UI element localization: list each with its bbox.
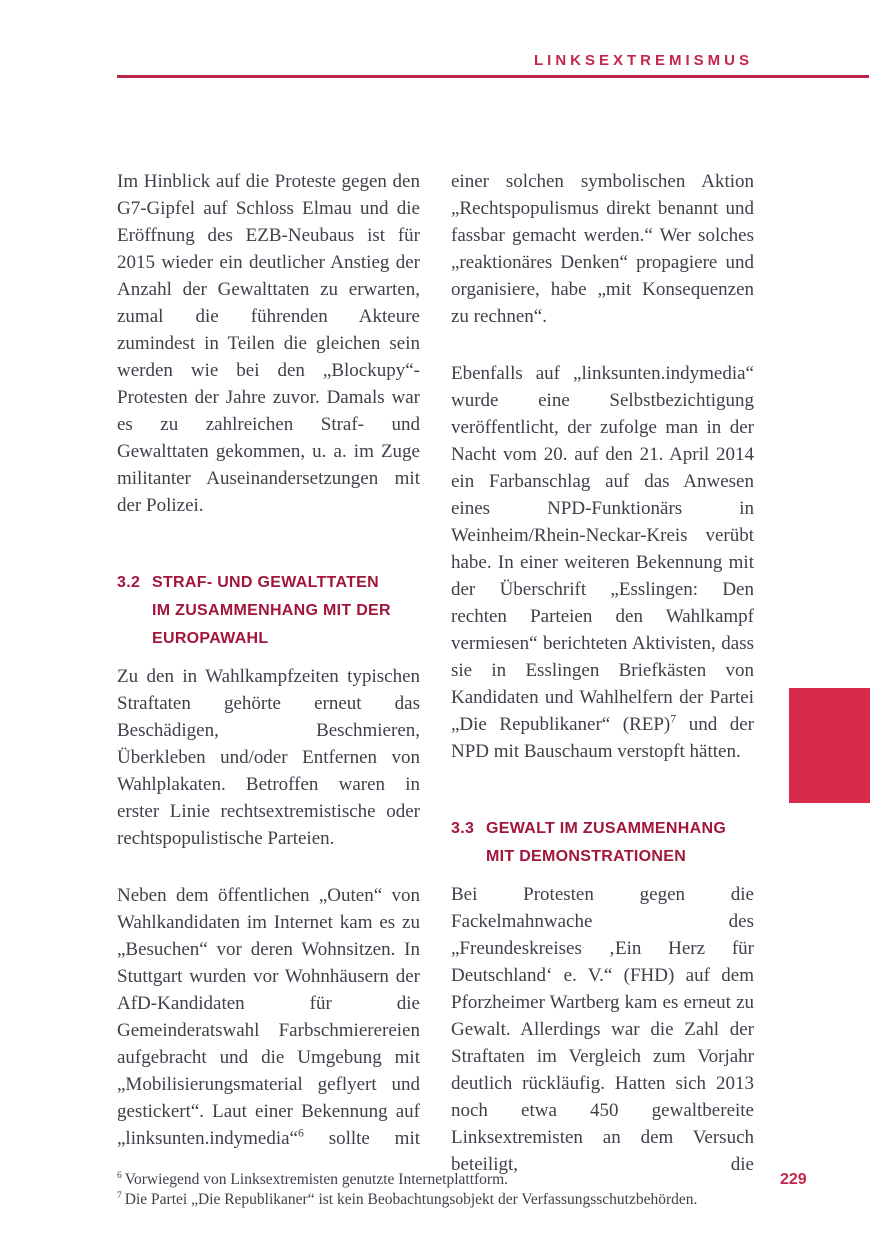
section-number: 3.3 (451, 820, 475, 837)
header-rule (117, 75, 869, 78)
chapter-tab-marker (789, 688, 870, 803)
section-title-line: EUROPAWAHL (152, 630, 269, 647)
section-heading-3-2 (117, 569, 420, 653)
footnote-reference-6: 6 (297, 1126, 304, 1140)
paragraph (451, 360, 754, 765)
paragraph: Bei Protesten gegen die Fackelmahnwache des „Freundeskreises ‚Ein Herz für Deutschland‘ e. V.“ (FHD) auf dem Pforzheimer Wartberg kam es erneut zu Gewalt. Allerdings war die Zahl der Straftaten im Vergleich zum Vorjahr deutlich rückläufig. Hatten sich 2013 noch etwa 450 gewaltbereite Linksextremisten an dem Versuch beteiligt, die (451, 884, 754, 1175)
footnote-text: Die Partei „Die Republikaner“ ist kein Beobachtungsobjekt der Verfassungsschutzbehörden. (124, 1191, 698, 1208)
paragraph (117, 882, 420, 1152)
section-heading-3-3 (451, 815, 754, 871)
footnote-marker: 7 (117, 1189, 122, 1201)
paragraph-text: sollte mit (303, 1128, 420, 1149)
section-title (152, 569, 391, 653)
page-number: 229 (780, 1171, 807, 1188)
section-title-line: MIT DEMONSTRATIONEN (486, 848, 687, 865)
paragraph: Im Hinblick auf die Proteste gegen den G7-Gipfel auf Schloss Elmau und die Eröffnung des EZB-Neubaus ist für 2015 wieder ein deutlicher Anstieg der Anzahl der Gewalttaten zu erwarten, zumal die führenden Akteure zumindest in Teilen die gleichen sein werden wie bei den „Blockupy“-Protesten der Jahre zuvor. Damals war es zu zahlreichen Straf- und Gewalttaten gekommen, u. a. im Zuge militanter Auseinandersetzungen mit der Polizei. (117, 171, 420, 516)
footnotes (117, 1170, 762, 1210)
paragraph: einer solchen symbolischen Aktion „Rechtspopulismus direkt benannt und fassbar gemacht werden.“ Wer solches „reaktionäres Denken“ propagiere und organisiere, habe „mit Konsequenzen zu rechnen“. (451, 171, 754, 327)
footnote-7 (117, 1190, 762, 1210)
paragraph-text: Ebenfalls auf „linksunten.indymedia“ wurde eine Selbstbezichtigung veröffentlicht, der zufolge man in der Nacht vom 20. auf den 21. April 2014 ein Farbanschlag auf das Anwesen eines NPD-Funktionärs in Weinheim/Rhein-Neckar-Kreis verübt habe. In einer weiteren Bekennung mit der Überschrift „Esslingen: Den rechten Parteien den Wahlkampf vermiesen“ berichteten Aktivisten, dass sie in Esslingen Briefkästen von Kandidaten und Wahlhelfern der Partei „Die Republikaner“ (REP) (451, 363, 754, 735)
section-number: 3.2 (117, 574, 141, 591)
footnote-marker: 6 (117, 1169, 122, 1181)
section-title (486, 815, 726, 871)
paragraph: Zu den in Wahlkampfzeiten typischen Straftaten gehörte erneut das Beschädigen, Beschmieren, Überkleben und/oder Entfernen von Wahlplakaten. Betroffen waren in erster Linie rechtsextremistische oder rechtspopulistische Parteien. (117, 666, 420, 849)
text-column-right (451, 168, 754, 1208)
section-title-line: STRAF- UND GEWALTTATEN (152, 574, 380, 591)
paragraph-text: und der NPD mit Bauschaum verstopft hätten. (451, 714, 754, 762)
footnote-reference-7: 7 (670, 712, 677, 726)
footnote-6 (117, 1170, 762, 1190)
footnote-text: Vorwiegend von Linksextremisten genutzte Internetplattform. (124, 1171, 509, 1188)
running-header: LINKSEXTREMISMUS (533, 52, 753, 69)
section-title-line: IM ZUSAMMENHANG MIT DER (152, 602, 391, 619)
text-column-left (117, 168, 420, 1182)
section-title-line: GEWALT IM ZUSAMMENHANG (486, 820, 727, 837)
paragraph-text: Neben dem öffentlichen „Outen“ von Wahlkandidaten im Internet kam es zu „Besuchen“ vor deren Wohnsitzen. In Stuttgart wurden vor Wohnhäusern der AfD-Kandidaten für die Gemeinderatswahl Farbschmierereien aufgebracht und die Umgebung mit „Mobilisierungsmaterial geflyert und gestickert“. Laut einer Bekennung auf „linksunten.indymedia“ (117, 885, 420, 1149)
